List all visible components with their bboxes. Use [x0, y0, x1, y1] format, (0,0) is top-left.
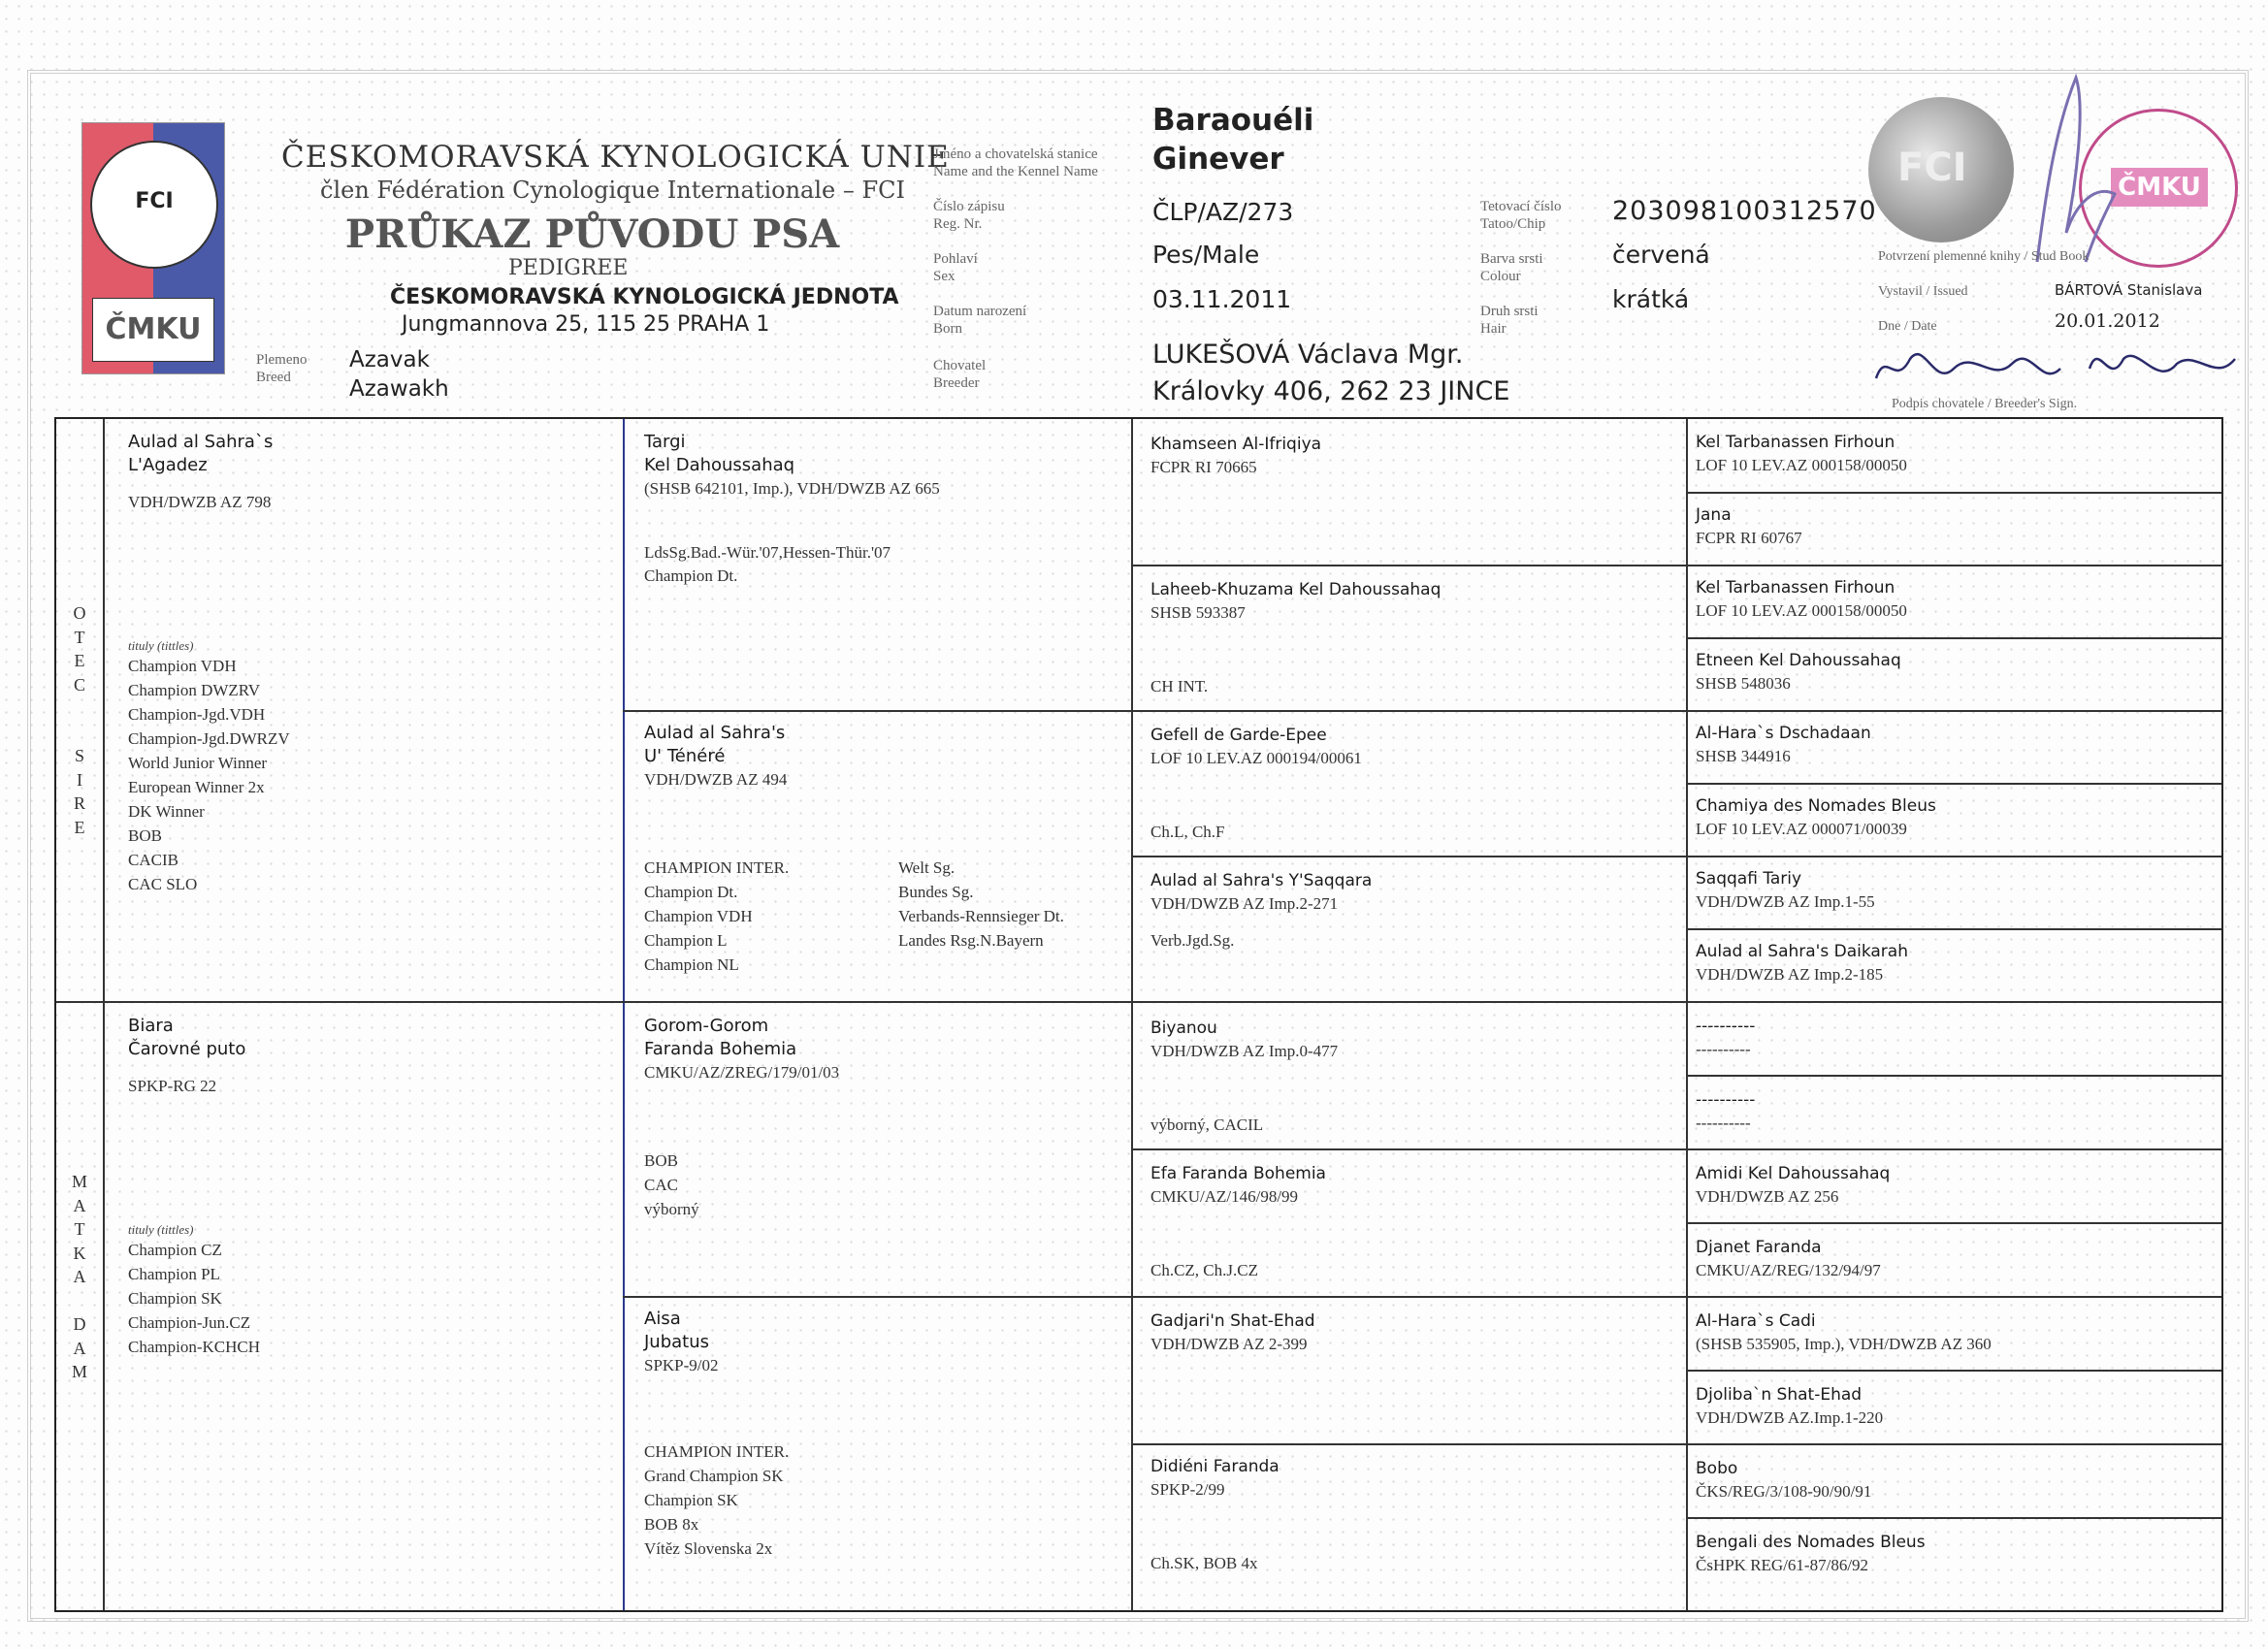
- gen4-reg: VDH/DWZB AZ Imp.1-55: [1696, 892, 1875, 911]
- dam-name-line1: Biara: [128, 1016, 174, 1036]
- name-label-cz: Jméno a chovatelská stanice: [933, 146, 1098, 162]
- sire-title: Champion VDH: [128, 657, 237, 675]
- gen4-cell: [1696, 1310, 1992, 1356]
- sire-cell: [128, 431, 290, 896]
- issued-label: Vystavil / Issued: [1878, 284, 1968, 299]
- gen4-name: Kel Tarbanassen Firhoun: [1696, 433, 1895, 452]
- gen2-name-line1: Gorom-Gorom: [644, 1016, 769, 1036]
- gen4-name: ----------: [1696, 1017, 1756, 1036]
- gen4-cell: [1696, 1162, 1890, 1209]
- issue-date: 20.01.2012: [2055, 310, 2160, 332]
- gen3-name: Khamseen Al-Ifriqiya: [1150, 435, 1322, 454]
- colour-label-cz: Barva srsti: [1480, 251, 1543, 267]
- gen2-cell-dam-dam: [644, 1308, 789, 1561]
- sire-title: DK Winner: [128, 802, 205, 821]
- gen4-cell: [1696, 576, 1907, 623]
- gen4-reg: LOF 10 LEV.AZ 000158/00050: [1696, 601, 1907, 620]
- gen2-titles-right: [898, 856, 1064, 953]
- gen3-name: Laheeb-Khuzama Kel Dahoussahaq: [1150, 580, 1442, 599]
- gen4-reg: LOF 10 LEV.AZ 000071/00039: [1696, 820, 1907, 838]
- fci-emblem-text: FCI: [135, 189, 174, 213]
- gen3-name: Gadjari'n Shat-Ehad: [1150, 1311, 1315, 1331]
- chip-value: 203098100312570: [1612, 196, 1877, 226]
- gen2-name-line1: Targi: [644, 432, 686, 452]
- dam-title: Champion PL: [128, 1265, 220, 1283]
- org-member: člen Fédération Cynologique Internationale – FCI: [320, 177, 905, 204]
- born-label: [933, 303, 1026, 338]
- date-label: Dne / Date: [1878, 319, 1937, 334]
- sire-name-line1: Aulad al Sahra`s: [128, 432, 274, 452]
- gen2-title: Champion SK: [644, 1491, 738, 1509]
- gen3-reg: VDH/DWZB AZ Imp.0-477: [1150, 1042, 1339, 1060]
- gen2-reg: (SHSB 642101, Imp.), VDH/DWZB AZ 665: [644, 479, 940, 498]
- col-divider-label: [103, 419, 105, 1610]
- colour-value: červená: [1612, 241, 1710, 269]
- gen2-title: CAC: [644, 1176, 678, 1194]
- gen2-title-right: Landes Rsg.N.Bayern: [898, 931, 1044, 950]
- sire-title: Champion-Jgd.VDH: [128, 705, 266, 724]
- gen4-name: Amidi Kel Dahoussahaq: [1696, 1164, 1891, 1183]
- row-divider-gen2-b: [623, 1296, 2221, 1298]
- gen4-cell: [1696, 1015, 1755, 1061]
- sire-title: European Winner 2x: [128, 778, 265, 796]
- gen2-name-line2: U' Ténéré: [644, 746, 726, 766]
- chip-label-en: Tatoo/Chip: [1480, 216, 1546, 232]
- gen3-name: Didiéni Faranda: [1150, 1457, 1280, 1476]
- breed-en: Azawakh: [349, 376, 449, 402]
- gen2-name-line2: Jubatus: [644, 1332, 710, 1352]
- dam-title: Champion CZ: [128, 1241, 222, 1259]
- gen4-name: Saqqafi Tariy: [1696, 869, 1802, 889]
- breed-label-en: Breed: [256, 370, 291, 385]
- sire-side-spacer: [70, 696, 89, 721]
- name-label: [933, 146, 1098, 180]
- dam-side-label: [70, 1170, 89, 1384]
- gen2-title-right: Verbands-Rennsieger Dt.: [898, 907, 1064, 925]
- gen4-reg: (SHSB 535905, Imp.), VDH/DWZB AZ 360: [1696, 1335, 1992, 1353]
- row-divider-gen3-b: [1131, 856, 2221, 857]
- sire-title: CACIB: [128, 851, 178, 869]
- row-divider-gen2-a: [623, 710, 2221, 712]
- sire-side-spacer: [70, 721, 89, 745]
- gen3-title: Ch.CZ, Ch.J.CZ: [1150, 1261, 1258, 1279]
- dog-name-line2: Ginever: [1152, 142, 1284, 177]
- reg-no: ČLP/AZ/273: [1152, 198, 1294, 226]
- breed-label-cz: Plemeno: [256, 352, 308, 368]
- gen2-title: BOB 8x: [644, 1515, 699, 1534]
- dam-side-letter: M: [71, 1362, 87, 1381]
- gen2-name-line1: Aulad al Sahra's: [644, 723, 786, 743]
- gen2-title: Grand Champion SK: [644, 1467, 784, 1485]
- gen2-title: CHAMPION INTER.: [644, 1442, 790, 1461]
- born-label-en: Born: [933, 321, 962, 337]
- sire-side-letter: O: [73, 603, 86, 623]
- gen2-name-line2: Kel Dahoussahaq: [644, 455, 795, 475]
- gen3-cell: [1150, 1455, 1280, 1575]
- sire-title: World Junior Winner: [128, 754, 268, 772]
- gen3-cell: [1150, 1310, 1315, 1356]
- fci-emblem: [90, 141, 218, 269]
- gen4-cell: [1696, 503, 1802, 550]
- breeder-label-en: Breeder: [933, 375, 980, 391]
- col-divider-gen3: [1131, 419, 1133, 1610]
- sire-title: CAC SLO: [128, 875, 198, 893]
- sire-side-letter: E: [74, 651, 85, 670]
- sex-value: Pes/Male: [1152, 241, 1260, 269]
- sex-label-cz: Pohlaví: [933, 251, 978, 267]
- breeder-name: LUKEŠOVÁ Václava Mgr.: [1152, 340, 1464, 370]
- cmku-emblem: ČMKU: [92, 298, 214, 362]
- gen4-reg: VDH/DWZB AZ Imp.2-185: [1696, 965, 1884, 984]
- gen3-title: Verb.Jgd.Sg.: [1150, 931, 1235, 950]
- gen4-reg: LOF 10 LEV.AZ 000158/00050: [1696, 456, 1907, 474]
- dam-side-spacer: [70, 1289, 89, 1313]
- sire-title: Champion DWZRV: [128, 681, 261, 699]
- row-divider-gen4-7: [1686, 1370, 2221, 1372]
- gen4-reg: FCPR RI 60767: [1696, 529, 1802, 547]
- row-divider-gen4-6: [1686, 1222, 2221, 1224]
- row-divider-gen4-4: [1686, 928, 2221, 930]
- dog-name-line1: Baraouéli: [1152, 103, 1314, 138]
- gen2-cell-sire-dam: [644, 722, 1129, 977]
- gen3-name: Aulad al Sahra's Y'Saqqara: [1150, 871, 1373, 890]
- gen4-name: Al-Hara`s Cadi: [1696, 1311, 1816, 1331]
- gen3-name: Efa Faranda Bohemia: [1150, 1164, 1326, 1183]
- gen2-name-line1: Aisa: [644, 1309, 681, 1329]
- row-divider-gen3-c: [1131, 1148, 2221, 1150]
- gen3-cell: [1150, 433, 1321, 479]
- dam-title: Champion-KCHCH: [128, 1338, 260, 1356]
- gen4-name: ----------: [1696, 1090, 1756, 1110]
- sire-reg: VDH/DWZB AZ 798: [128, 493, 272, 511]
- gen4-cell: [1696, 1088, 1755, 1135]
- dam-title: Champion SK: [128, 1289, 222, 1308]
- breed-label: [256, 351, 308, 386]
- gen4-cell: [1696, 940, 1908, 986]
- sire-side-letter: I: [77, 769, 82, 790]
- gen2-title-right: Welt Sg.: [898, 858, 956, 877]
- club-address: Jungmannova 25, 115 25 PRAHA 1: [402, 312, 770, 337]
- gen4-name: Djoliba`n Shat-Ehad: [1696, 1385, 1863, 1405]
- gen3-cell: [1150, 1017, 1338, 1137]
- gen2-reg: SPKP-9/02: [644, 1356, 719, 1374]
- gen4-reg: SHSB 548036: [1696, 674, 1791, 693]
- doc-title: PRŮKAZ PŮVODU PSA: [345, 211, 840, 257]
- gen4-name: Djanet Faranda: [1696, 1238, 1822, 1257]
- gen3-reg: SPKP-2/99: [1150, 1480, 1225, 1499]
- sire-side-letter: T: [74, 627, 85, 647]
- gen4-cell: [1696, 1457, 1871, 1504]
- row-divider-sire-dam: [56, 1001, 2221, 1003]
- gen4-reg: CMKU/AZ/REG/132/94/97: [1696, 1261, 1881, 1279]
- dam-name-line2: Čarovné puto: [128, 1039, 246, 1059]
- gen3-cell: [1150, 1162, 1326, 1282]
- gen4-name: Aulad al Sahra's Daikarah: [1696, 942, 1908, 961]
- gen2-reg: CMKU/AZ/ZREG/179/01/03: [644, 1063, 840, 1082]
- dam-side-letter: D: [73, 1314, 86, 1334]
- gen4-reg: ČsHPK REG/61-87/86/92: [1696, 1556, 1869, 1574]
- gen2-title: CHAMPION INTER.: [644, 858, 790, 877]
- doc-subtitle: PEDIGREE: [508, 256, 629, 280]
- gen3-name: Gefell de Garde-Epee: [1150, 726, 1327, 745]
- sire-title: BOB: [128, 826, 162, 845]
- born-value: 03.11.2011: [1152, 285, 1292, 313]
- gen4-cell: [1696, 649, 1901, 695]
- org-name: ČESKOMORAVSKÁ KYNOLOGICKÁ UNIE: [281, 140, 950, 175]
- gen2-reg: VDH/DWZB AZ 494: [644, 770, 788, 789]
- hair-label: [1480, 303, 1539, 338]
- chip-label: [1480, 198, 1562, 233]
- dam-side-letter: T: [74, 1219, 85, 1239]
- row-divider-gen4-2: [1686, 637, 2221, 639]
- dam-side-letter: K: [73, 1243, 86, 1263]
- gen4-reg: ----------: [1696, 1114, 1751, 1132]
- gen3-title: výborný, CACIL: [1150, 1116, 1264, 1134]
- sire-name-line2: L'Agadez: [128, 455, 208, 475]
- gen4-name: Etneen Kel Dahoussahaq: [1696, 651, 1901, 670]
- gen2-title: Champion NL: [644, 955, 739, 974]
- row-divider-gen4-3: [1686, 783, 2221, 785]
- sire-side-letter: E: [74, 817, 85, 837]
- dam-titles-label: tituly (tittles): [128, 1222, 194, 1237]
- gen3-reg: LOF 10 LEV.AZ 000194/00061: [1150, 749, 1362, 767]
- gen4-cell: [1696, 722, 1871, 768]
- dam-side-letter: A: [73, 1267, 86, 1286]
- gen3-title: CH INT.: [1150, 677, 1209, 695]
- row-divider-gen4-1: [1686, 492, 2221, 494]
- breeder-label: [933, 357, 986, 392]
- gen4-reg: VDH/DWZB AZ 256: [1696, 1187, 1839, 1206]
- dam-reg: SPKP-RG 22: [128, 1077, 217, 1095]
- issued-by: BÁRTOVÁ Stanislava: [2055, 281, 2203, 299]
- gen4-cell: [1696, 1236, 1881, 1282]
- gen3-reg: SHSB 593387: [1150, 603, 1246, 622]
- sex-label-en: Sex: [933, 269, 956, 284]
- gen4-cell: [1696, 867, 1875, 914]
- gen3-cell: [1150, 869, 1372, 953]
- sire-side-label: [70, 601, 89, 839]
- gen4-reg: ----------: [1696, 1040, 1751, 1058]
- gen4-cell: [1696, 431, 1907, 477]
- hologram-seal: [1868, 97, 2014, 242]
- row-divider-gen3-d: [1131, 1443, 2221, 1445]
- gen3-reg: FCPR RI 70665: [1150, 458, 1257, 476]
- gen2-title: Vítěz Slovenska 2x: [644, 1539, 773, 1558]
- gen2-title: BOB: [644, 1151, 678, 1170]
- reg-label-en: Reg. Nr.: [933, 216, 983, 232]
- gen2-title: LdsSg.Bad.-Wür.'07,Hessen-Thür.'07: [644, 543, 891, 562]
- gen3-title: Ch.SK, BOB 4x: [1150, 1554, 1258, 1572]
- gen2-title: Champion L: [644, 931, 728, 950]
- col-divider-gen4: [1686, 419, 1688, 1610]
- sire-side-letter: C: [73, 674, 85, 695]
- gen4-cell: [1696, 1383, 1883, 1430]
- gen4-name: Bobo: [1696, 1459, 1738, 1478]
- hair-label-cz: Druh srsti: [1480, 304, 1539, 319]
- row-divider-gen4-8: [1686, 1517, 2221, 1519]
- born-label-cz: Datum narození: [933, 304, 1027, 319]
- sire-side-letter: R: [73, 793, 85, 813]
- gen4-name: Chamiya des Nomades Bleus: [1696, 796, 1936, 816]
- chip-label-cz: Tetovací číslo: [1480, 199, 1562, 214]
- gen4-reg: ČKS/REG/3/108-90/90/91: [1696, 1482, 1872, 1501]
- hologram-text: FCI: [1897, 146, 1967, 190]
- sire-title: Champion-Jgd.DWRZV: [128, 729, 290, 748]
- cmku-fci-logo: [81, 122, 225, 374]
- stamp-text: ČMKU: [2111, 168, 2208, 207]
- gen4-reg: VDH/DWZB AZ.Imp.1-220: [1696, 1408, 1884, 1427]
- gen4-cell: [1696, 1531, 1926, 1577]
- gen3-reg: CMKU/AZ/146/98/99: [1150, 1187, 1299, 1206]
- studbook-confirm-label: Potvrzení plemenné knihy / Stud Book: [1878, 249, 2090, 264]
- colour-label-en: Colour: [1480, 269, 1521, 284]
- breed-cz: Azavak: [349, 347, 430, 372]
- gen4-name: Kel Tarbanassen Firhoun: [1696, 578, 1895, 598]
- dam-side-letter: A: [73, 1338, 86, 1358]
- gen2-title: Champion Dt.: [644, 566, 738, 585]
- row-divider-gen4-5: [1686, 1075, 2221, 1077]
- breeder-label-cz: Chovatel: [933, 358, 987, 373]
- hair-label-en: Hair: [1480, 321, 1507, 337]
- hair-value: krátká: [1612, 285, 1690, 313]
- gen4-name: Jana: [1696, 505, 1732, 525]
- name-label-en: Name and the Kennel Name: [933, 164, 1098, 179]
- breeder-sign-label: Podpis chovatele / Breeder's Sign.: [1892, 397, 2078, 411]
- dam-title: Champion-Jun.CZ: [128, 1313, 251, 1332]
- sex-label: [933, 250, 978, 285]
- gen3-reg: VDH/DWZB AZ Imp.2-271: [1150, 894, 1339, 913]
- gen4-name: Al-Hara`s Dschadaan: [1696, 724, 1871, 743]
- gen3-title: Ch.L, Ch.F: [1150, 823, 1225, 841]
- colour-label: [1480, 250, 1543, 285]
- gen2-name-line2: Faranda Bohemia: [644, 1039, 797, 1059]
- gen3-reg: VDH/DWZB AZ 2-399: [1150, 1335, 1308, 1353]
- gen4-reg: SHSB 344916: [1696, 747, 1791, 765]
- dam-cell: [128, 1015, 260, 1359]
- sire-titles-label: tituly (tittles): [128, 638, 194, 653]
- gen2-cell-sire-sire: [644, 431, 940, 588]
- gen2-title: Champion Dt.: [644, 883, 738, 901]
- dam-side-letter: M: [71, 1172, 87, 1191]
- gen4-name: Bengali des Nomades Bleus: [1696, 1533, 1926, 1552]
- gen2-title: výborný: [644, 1200, 699, 1218]
- reg-label: [933, 198, 1005, 233]
- dam-side-letter: A: [73, 1195, 86, 1215]
- gen2-title-right: Bundes Sg.: [898, 883, 974, 901]
- reg-label-cz: Číslo zápisu: [933, 199, 1005, 214]
- gen3-name: Biyanou: [1150, 1018, 1217, 1038]
- sire-side-letter: S: [74, 746, 84, 765]
- gen3-cell: [1150, 724, 1362, 844]
- pedigree-table: [54, 417, 2223, 1612]
- gen2-title: Champion VDH: [644, 907, 753, 925]
- breeder-address: Královky 406, 262 23 JINCE: [1152, 376, 1510, 406]
- gen2-cell-dam-sire: [644, 1015, 839, 1221]
- col-divider-gen2: [623, 419, 625, 1610]
- gen3-cell: [1150, 578, 1441, 698]
- gen2-titles-block: [644, 856, 1129, 977]
- row-divider-gen3-a: [1131, 565, 2221, 566]
- club-name: ČESKOMORAVSKÁ KYNOLOGICKÁ JEDNOTA: [390, 285, 899, 309]
- gen4-cell: [1696, 794, 1936, 841]
